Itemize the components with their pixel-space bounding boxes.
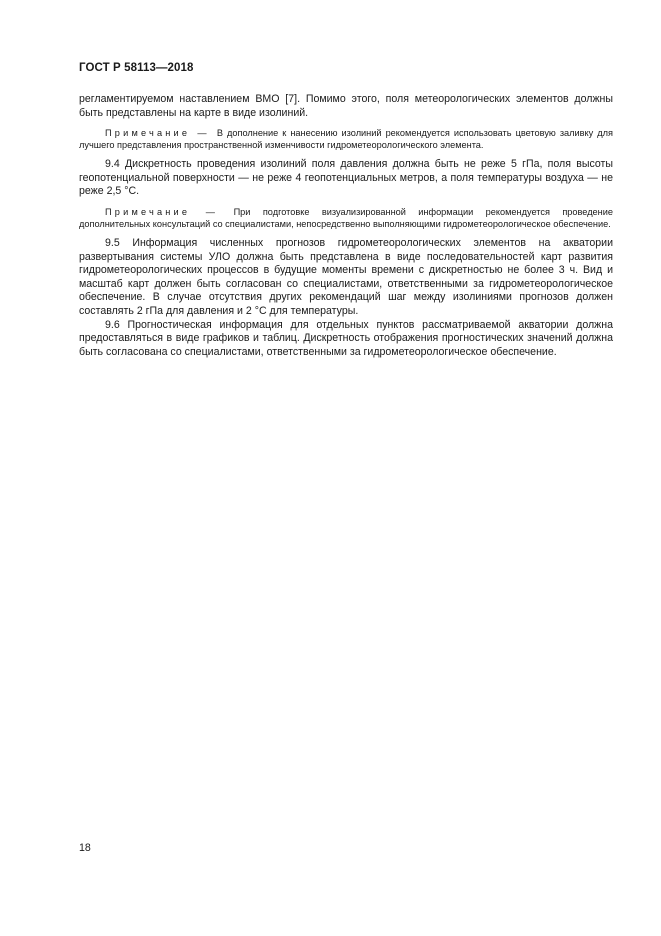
page-number: 18 xyxy=(79,842,91,854)
paragraph-9-4: 9.4 Дискретность проведения изолиний поля давления должна быть не реже 5 гПа, поля высоты геопотенциальной поверхности — не реже 4 геопотенциальных метров, а поля температуры воздуха — не реже 2,5 °С. xyxy=(79,158,613,198)
standard-header: ГОСТ Р 58113—2018 xyxy=(79,62,194,74)
paragraph-9-5: 9.5 Информация численных прогнозов гидрометеорологических элементов на акватории развертывания системы УЛО должна быть представлена в виде последовательностей карт развития гидрометеорологических процессов в будущие моменты времени с дискретностью не более 3 ч. Вид и масштаб карт должен быть согласован со специалистами, ответственными за гидрометеорологическое обеспечение. В случае отсутствия других рекомендаций шаг между изолиниями прогнозов должен составлять 2 гПа для давления и 2 °С для температуры. xyxy=(79,236,613,317)
note-2 xyxy=(79,206,613,230)
paragraph-continuation: регламентируемом наставлением ВМО [7]. Помимо этого, поля метеорологических элементов должны быть представлены на карте в виде изолиний. xyxy=(79,93,613,119)
paragraph-9-6: 9.6 Прогностическая информация для отдельных пунктов рассматриваемой акватории должна предоставляться в виде графиков и таблиц. Дискретность отображения прогностических значений должна быть согласована со специалистами, ответственными за гидрометеорологическое обеспечение. xyxy=(79,318,613,358)
note-1-label: Примечание — xyxy=(105,128,210,139)
note-1-text: В дополнение к нанесению изолиний рекомендуется использовать цветовую заливку для лучшего представления пространственной изменчивости гидрометеорологического элемента. xyxy=(79,128,613,151)
note-1 xyxy=(79,127,613,151)
note-2-text: При подготовке визуализированной информации рекомендуется проведение дополнительных консультаций со специалистами, непосредственно выполняющими гидрометеорологическое обеспечение. xyxy=(79,206,613,229)
note-2-label: Примечание — xyxy=(105,206,219,217)
document-body xyxy=(79,93,613,359)
